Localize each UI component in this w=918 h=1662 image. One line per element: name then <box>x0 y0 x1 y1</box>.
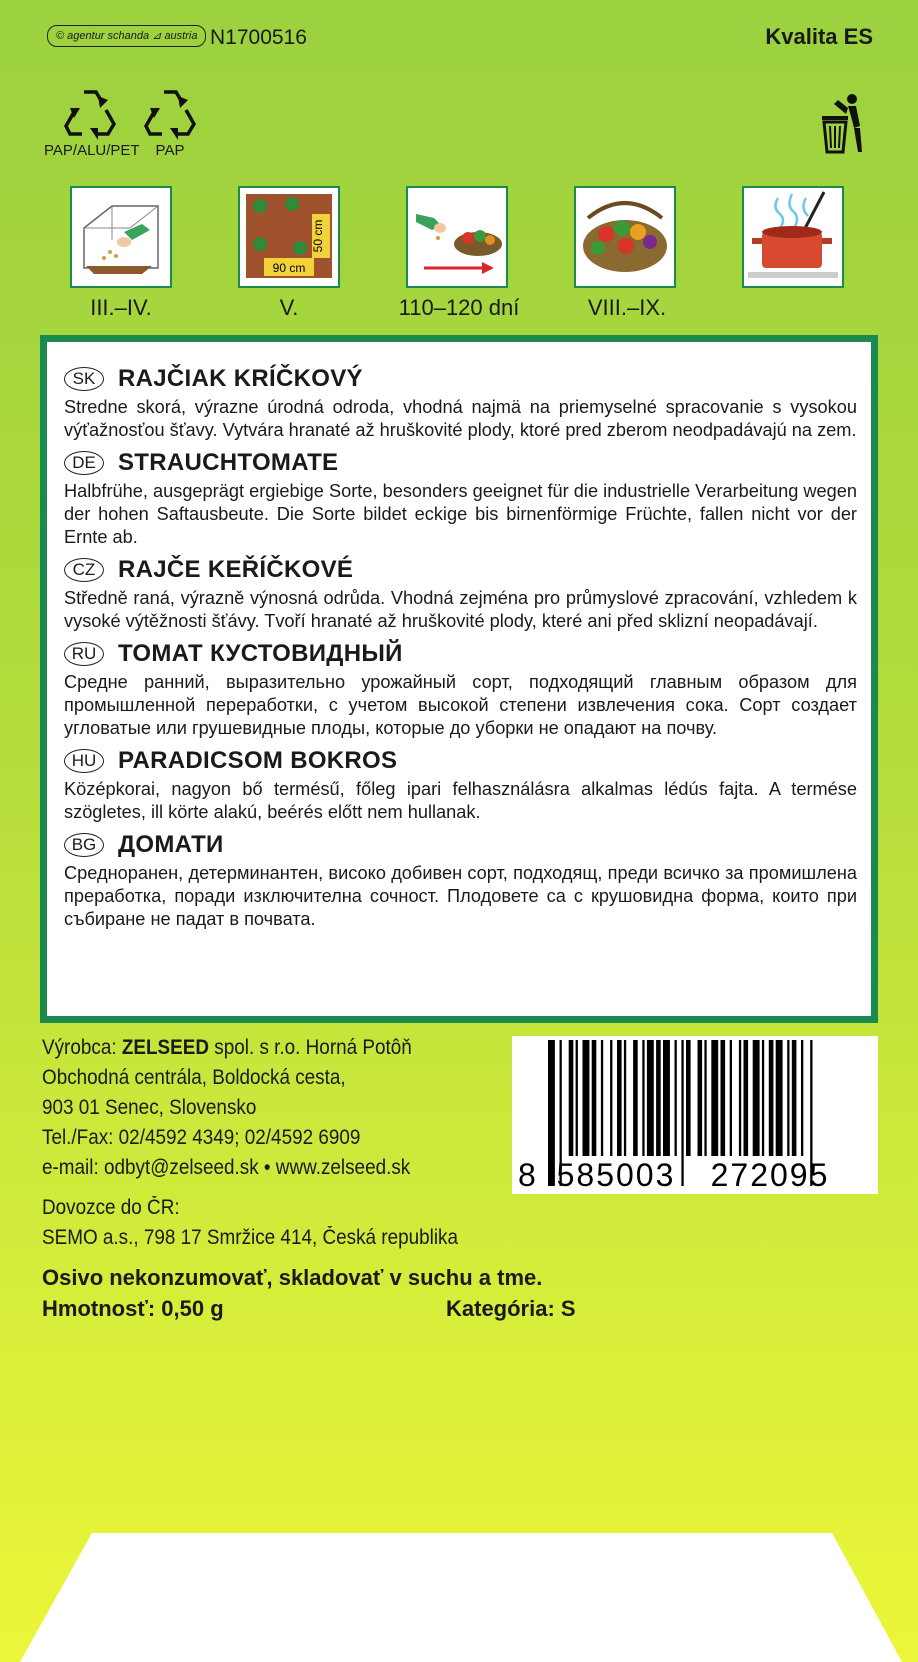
barcode-bar <box>704 1040 706 1156</box>
barcode-digits-left: 585003 <box>556 1157 676 1193</box>
section-text: Средноранен, детерминантен, високо добивен сорт, подходящ, преди всичко за промишлена преработка, поради изключителна сочност. Плодовете са с крушовидна форма, които при събиране не падат в почвата. <box>64 863 857 929</box>
maturity-days-label: 110–120 dní <box>398 295 520 320</box>
language-badge: CZ <box>64 558 104 582</box>
importer-label: Dovozce do ČR: <box>42 1196 180 1219</box>
section-header-bg <box>64 827 857 862</box>
harvest-time-icon <box>406 186 508 288</box>
barcode-bar <box>739 1040 741 1156</box>
plant-spacing-label: 50 cm <box>311 219 325 253</box>
barcode-bar <box>787 1040 789 1156</box>
barcode-bar <box>801 1040 803 1156</box>
barcode-bar <box>721 1040 726 1156</box>
storage-note: Osivo nekonzumovať, skladovať v suchu a tme. <box>42 1265 543 1290</box>
section-text: Středně raná, výrazně výnosná odrůda. Vhodná zejména pro průmyslové zpracování, vzhledem k vysoké výtěžnosti šťávy. Tvoří hranaté až hruškovité plody, které ani před sklizní neopadávají. <box>64 588 857 631</box>
barcode-bar <box>548 1040 555 1186</box>
section-text: Középkorai, nagyon bő termésű, főleg ipari felhasználásra alkalmas lédús fajta. A termése szögletes, ill körte alakú, beérés előtt nem hullanak. <box>64 779 857 822</box>
vegetable-basket-icon <box>574 186 676 288</box>
barcode-bar <box>647 1040 654 1156</box>
producer-company: ZELSEED <box>121 1036 210 1059</box>
barcode-bar <box>675 1040 677 1156</box>
barcode-bar <box>576 1040 578 1156</box>
language-badge: SK <box>64 367 104 391</box>
section-text: Средне ранний, выразительно урожайный сорт, подходящий главным образом для промышленной переработки, с учетом высокой степени извлечения сока. Сорт создает угловатые или грушевидные плоды, которые до уборки не опадают на почву. <box>64 672 857 738</box>
recycle-icon <box>142 86 198 140</box>
cooking-pot-icon <box>742 186 844 288</box>
language-badge: HU <box>64 749 104 773</box>
language-badge: BG <box>64 833 104 857</box>
importer-address: SEMO a.s., 798 17 Smržice 414, Česká republika <box>42 1226 458 1249</box>
section-title: ТОМАТ КУСТОВИДНЫЙ <box>118 639 403 667</box>
barcode-bar <box>633 1040 638 1156</box>
section-title: STRAUCHTOMATE <box>118 448 339 476</box>
barcode-bar <box>663 1040 670 1156</box>
barcode-bar <box>642 1040 644 1156</box>
recycle-icon <box>62 86 118 140</box>
producer-contact: e-mail: odbyt@zelseed.sk • www.zelseed.sk <box>42 1156 411 1179</box>
barcode-bar <box>711 1040 718 1156</box>
recycle-mark-2 <box>139 86 201 159</box>
producer-phone: Tel./Fax: 02/4592 4349; 02/4592 6909 <box>42 1126 361 1149</box>
barcode-bar <box>776 1040 783 1156</box>
barcode-bar <box>610 1040 612 1156</box>
weight-label: Hmotnosť: 0,50 g <box>42 1296 224 1321</box>
planting-period-label: V. <box>279 295 299 320</box>
trash-bin-icon <box>818 92 866 154</box>
barcode-bar <box>569 1040 574 1156</box>
barcode-digit-first: 8 <box>518 1157 536 1193</box>
section-text: Halbfrühe, ausgeprägt ergiebige Sorte, besonders geeignet für die industrielle Verarbeitung wegen der hohen Saftausbeute. Die Sorte bildet eckige bis birnenförmige Früchte, fallen nicht vor der Ernte ab. <box>64 481 857 547</box>
producer-address-1: Obchodná centrála, Boldocká cesta, <box>42 1066 346 1089</box>
producer-address-2: 903 01 Senec, Slovensko <box>42 1096 257 1119</box>
greenhouse-sowing-icon <box>70 186 172 288</box>
barcode-bar <box>617 1040 622 1156</box>
section-header-de <box>64 445 857 480</box>
agency-logo: © agentur schanda ⊿ austria <box>47 25 206 47</box>
category-label: Kategória: S <box>446 1296 576 1321</box>
section-title: ДОМАТИ <box>118 830 224 858</box>
section-header-sk <box>64 361 857 396</box>
barcode-bar <box>769 1040 774 1156</box>
barcode-bar <box>686 1040 691 1156</box>
recycle-label: PAP <box>155 142 185 159</box>
barcode-bar <box>624 1040 626 1156</box>
language-badge: RU <box>64 642 104 666</box>
quality-label: Kvalita ES <box>765 24 873 49</box>
barcode-bar <box>753 1040 760 1156</box>
planting-spacing-icon <box>238 186 340 288</box>
barcode-bar <box>601 1040 603 1156</box>
barcode-bar <box>698 1040 703 1156</box>
barcode-bar <box>730 1040 732 1156</box>
section-title: PARADICSOM BOKROS <box>118 746 398 774</box>
recycle-label: PAP/ALU/PET <box>44 142 140 159</box>
section-text: Stredne skorá, výrazne úrodná odroda, vhodná najmä na priemyselné spracovanie s vysokou výťažnosťou šťavy. Vytvára hranaté až hruškovité plody, ktoré pred zberom neodpadávajú na zem. <box>64 397 857 440</box>
section-title: RAJČIAK KRÍČKOVÝ <box>118 364 363 392</box>
barcode <box>512 1036 878 1194</box>
barcode-bar <box>744 1040 749 1156</box>
sowing-period-label: III.–IV. <box>90 295 152 320</box>
barcode-digits-right: 272095 <box>710 1157 830 1193</box>
barcode-bar <box>792 1040 797 1156</box>
barcode-bar <box>681 1040 683 1186</box>
row-spacing-label: 90 cm <box>272 261 306 275</box>
recycle-mark-1 <box>44 86 140 159</box>
language-badge: DE <box>64 451 104 475</box>
barcode-bar <box>762 1040 764 1156</box>
section-header-ru <box>64 636 857 671</box>
section-title: RAJČE KEŘÍČKOVÉ <box>118 555 354 583</box>
barcode-bar <box>583 1040 590 1156</box>
section-header-hu <box>64 743 857 778</box>
description-box <box>40 335 878 1023</box>
harvest-period-label: VIII.–IX. <box>587 295 667 320</box>
barcode-bar <box>656 1040 661 1156</box>
barcode-bar <box>592 1040 597 1156</box>
producer-line: Výrobca: ZELSEED spol. s r.o. Horná Potôň <box>42 1036 412 1059</box>
envelope-flap <box>0 1533 918 1662</box>
product-code: N1700516 <box>210 26 307 49</box>
section-header-cz <box>64 552 857 587</box>
